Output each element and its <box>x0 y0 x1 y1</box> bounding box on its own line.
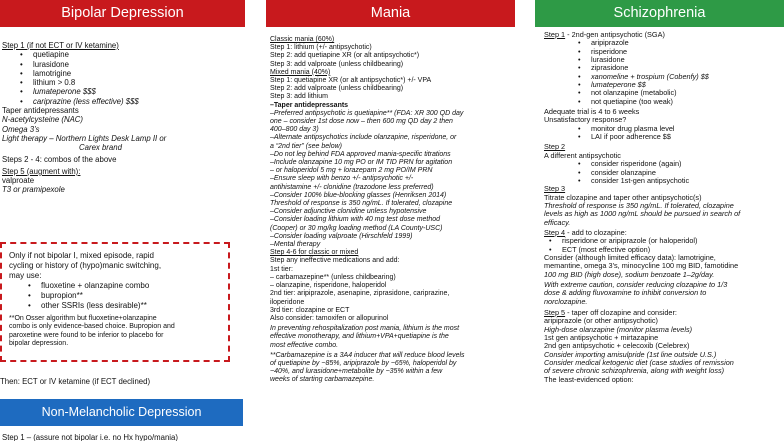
classic-mania-title: Classic mania (60%) <box>270 36 335 43</box>
step3-line: Threshold of response is 350 ng/mL. If tolerated, clozapine <box>544 200 734 210</box>
nac-line: N-acetylcysteine (NAC) <box>2 115 84 125</box>
consider-line: Consider (although limited efficacy data): lamotrigine, <box>544 252 716 262</box>
text-line: –Taper antidepressants <box>270 101 349 109</box>
step5-line: aripiprazole (or other antipsychotic) <box>544 316 658 326</box>
steps-4-6-title: Step 4-6 for classic or mixed <box>270 249 359 257</box>
bipolar-depression-column <box>0 0 245 441</box>
box-line-3: may use: <box>9 271 42 280</box>
text-line: ~40%, and lurasidone+metabolite by ~35% within a few <box>270 368 443 376</box>
step1-title: Step 1 <box>544 30 566 39</box>
bipolar-depression-header: Bipolar Depression <box>0 0 245 27</box>
mania-header: Mania <box>266 0 515 27</box>
step5-desc: - taper off clozapine and consider: <box>565 308 677 317</box>
step5-line: Consider medical ketogenic diet (case studies of remission <box>544 358 734 368</box>
step3-line: Titrate clozapine and taper other antipsychotic(s) <box>544 192 702 202</box>
step5-line: Consider importing amisulpride (1st line outside U.S.) <box>544 349 717 359</box>
list-item: • monitor drug plasma level <box>591 125 784 133</box>
sga-list <box>544 39 784 106</box>
mania-column <box>266 0 515 441</box>
text-line: – or haloperidol 5 mg + lorazepam 2 mg PO/IM PRN <box>270 167 433 175</box>
text-line: weeks of starting carbamazepine. <box>270 376 375 384</box>
list-item: • aripiprazole <box>591 39 784 47</box>
step1-title: Step 1 (if not ECT or IV ketamine) <box>2 41 119 50</box>
text-line: Step 2: add quetiapine XR (or alt antipsychotic*) <box>270 52 420 60</box>
text-line: Step 1: quetiapine XR (or alt antipsychotic*) +/- VPA <box>270 77 432 85</box>
caution-line: With extreme caution, consider reducing clozapine to 1/3 <box>544 279 728 289</box>
list-item: • bupropion** <box>41 291 229 301</box>
least-evidenced: The least-evidenced option: <box>544 374 634 384</box>
step1-list <box>2 50 242 106</box>
steps-2-4: Steps 2 - 4: combos of the above <box>2 154 117 164</box>
consider-line: 100 mg BID (high dose), sodium benzoate 1–2g/day. <box>544 269 715 279</box>
box-list <box>9 281 229 311</box>
list-item: • lurasidone <box>33 60 242 69</box>
step5-line: 2nd gen antipsychotic + celecoxib (Celebrex) <box>544 341 690 351</box>
text-line: –Consider loading valproate (Hirschfeld 1999) <box>270 232 413 240</box>
list-item: • other SSRIs (less desirable)** <box>41 301 229 311</box>
omega-line: Omega 3’s <box>2 124 40 134</box>
text-line: most effective combo. <box>270 341 339 349</box>
text-line: –Include olanzapine 10 mg PO or IM TID PRN for agitation <box>270 159 453 167</box>
text-line: of quetiapine by ~85%, aripiprazole by ~65%, haloperidol by <box>270 359 457 367</box>
text-line: Step 3: add valproate (unless childbearing) <box>270 60 404 68</box>
footnote-line: combo is only evidence-based choice. Bupropion and <box>9 323 175 331</box>
bipolar-depression-body <box>2 41 242 195</box>
step5-title: Step 5 <box>544 308 566 317</box>
step2-title: Step 2 <box>544 142 566 152</box>
list-item: • quetiapine <box>33 50 242 59</box>
text-line: –Alternate antipsychotics include olanzapine, risperidone, or <box>270 134 457 142</box>
caution-line: dose & adding fluvoxamine to inhibit conversion to <box>544 288 707 298</box>
text-line: (Cooper) or 30 mg/kg loading method (LA County-USC) <box>270 224 443 232</box>
bipolar-caution-box <box>0 242 230 362</box>
consider-line: memantine, omega 3’s, minocycline 100 mg BID, famotidine <box>544 261 739 271</box>
text-line: –Ensure sleep with benzo +/- antipsychotic +/- <box>270 175 414 183</box>
step5-line: 1st gen antipsychotic + mirtazapine <box>544 333 659 343</box>
step3-line: efficacy. <box>544 217 571 227</box>
step4-list <box>544 237 784 254</box>
list-item: • fluoxetine + olanzapine combo <box>41 281 229 291</box>
text-line: –Do not leg behind FDA approved mania-specific titrations <box>270 150 451 158</box>
step5-line: of severe chronic schizophrenia, along with weight loss) <box>544 366 725 376</box>
footnote-line: **On Osser algorithm but fluoxetine+olanzapine <box>9 315 157 322</box>
schizophrenia-column <box>535 0 784 441</box>
list-item: • risperidone <box>591 48 784 56</box>
text-line: iloperidone <box>270 298 305 306</box>
step3-line: levels as high as 1000 ng/mL should be pursued in search of <box>544 209 741 219</box>
text-line: –Preferred antipsychotic is quetiapine** (FDA: XR 300 QD day <box>270 109 464 117</box>
text-line: –Consider adjunctive clonidine unless hypotensive <box>270 208 427 216</box>
list-item: • lithium > 0.8 <box>33 78 242 87</box>
unsat-list <box>544 125 784 142</box>
light-line: Light therapy – Northern Lights Desk Lamp II or <box>2 133 167 143</box>
text-line: effective monotherapy, and lithium+VPA+quetiapine is the <box>270 333 449 341</box>
mixed-mania-title: Mixed mania (40%) <box>270 68 331 76</box>
schizophrenia-body <box>544 31 784 384</box>
text-line: 2nd tier: aripiprazole, asenapine, ziprasidone, cariprazine, <box>270 290 450 298</box>
then-line: Then: ECT or IV ketamine (if ECT declined) <box>0 377 151 386</box>
text-line: 1st tier: <box>270 265 293 273</box>
text-line: –Consider 100% blue-blocking glasses (Henriksen 2014) <box>270 191 447 199</box>
text-line: – olanzapine, risperidone, haloperidol <box>270 282 387 290</box>
step3-title: Step 3 <box>544 184 566 194</box>
box-line-1: Only if not bipolar I, mixed episode, rapid <box>9 251 154 260</box>
step2-list <box>544 160 784 185</box>
step2-line: A different antipsychotic <box>544 150 621 160</box>
list-item: • cariprazine (less effective) $$$ <box>33 97 242 106</box>
list-item: • ECT (most effective option) <box>562 246 784 254</box>
text-line: –Mental therapy <box>270 241 321 249</box>
text-line: antihistamine +/- clonidine (trazodone less preferred) <box>270 183 434 191</box>
adequate-trial: Adequate trial is 4 to 6 weeks <box>544 107 640 117</box>
step5-line: High-dose olanzapine (monitor plasma levels) <box>544 324 693 334</box>
t3-line: T3 or pramipexole <box>2 185 65 195</box>
footnote-line: bipolar depression. <box>9 340 69 348</box>
text-line: Step 2: add valproate (unless childbearing) <box>270 85 404 93</box>
schizophrenia-header: Schizophrenia <box>535 0 784 27</box>
list-item: • not quetiapine (too weak) <box>591 98 784 106</box>
text-line: Step any ineffective medications and add: <box>270 257 400 265</box>
list-item: • consider 1st-gen antipsychotic <box>591 177 784 185</box>
mania-body <box>270 36 515 385</box>
text-line: a “2nd tier” (see below) <box>270 142 342 150</box>
step1-desc: - 2nd-gen antipsychotic (SGA) <box>565 30 665 39</box>
list-item: • ziprasidone <box>591 64 784 72</box>
footnote-line: paroxetine were found to be inferior to placebo for <box>9 331 164 339</box>
text-line: **Carbamazepine is a 3A4 inducer that will reduce blood levels <box>270 351 465 359</box>
unsatisfactory-response: Unsatisfactory response? <box>544 115 627 125</box>
light-line-2: Carex brand <box>79 143 122 153</box>
list-item: • LAI if poor adherence $$ <box>591 133 784 141</box>
box-line-2: cycling or history of (hypo)manic switching, <box>9 261 162 270</box>
caution-line: norclozapine. <box>544 296 588 306</box>
list-item: • xanomeline + trospium (Cobenfy) $$ <box>591 73 784 81</box>
text-line: In preventing rehospitalization post mania, lithium is the most <box>270 325 460 333</box>
text-line: Also consider: tamoxifen or allopurinol <box>270 314 389 322</box>
text-line: –Consider loading lithium with 40 mg test dose method <box>270 216 441 224</box>
text-line: Step 1: lithium (+/- antipsychotic) <box>270 44 372 52</box>
step4-title: Step 4 <box>544 227 566 237</box>
text-line: 3rd tier: clozapine or ECT <box>270 306 350 314</box>
list-item: • lurasidone <box>591 56 784 64</box>
list-item: • not olanzapine (metabolic) <box>591 89 784 97</box>
step4-desc: - add to clozapine: <box>565 227 627 237</box>
text-line: 400–800 day 3) <box>270 126 319 134</box>
list-item: • lumateperone $$$ <box>33 87 242 96</box>
list-item: • lumateperone $$ <box>591 81 784 89</box>
text-line: Threshold of response is 350 ng/mL. If tolerated, clozapine <box>270 200 453 208</box>
valproate-line: valproate <box>2 176 35 186</box>
list-item: • lamotrigine <box>33 69 242 78</box>
box-footnote <box>9 315 229 349</box>
text-line: one – consider 1st dose now – then 600 mg QD day 2 then <box>270 118 453 126</box>
list-item: • consider risperidone (again) <box>591 160 784 168</box>
text-line: Step 3: add lithium <box>270 93 328 101</box>
step5-title: Step 5 (augment with): <box>2 166 81 176</box>
list-item: • risperidone or aripiprazole (or haloperidol) <box>562 237 784 245</box>
non-melancholic-step1: Step 1 – (assure not bipolar i.e. no Hx hypo/mania) <box>2 433 178 441</box>
non-melancholic-header: Non-Melancholic Depression <box>0 399 243 426</box>
text-line: – carbamazepine** (unless childbearing) <box>270 273 396 281</box>
list-item: • consider olanzapine <box>591 169 784 177</box>
taper-line: Taper antidepressants <box>2 106 79 116</box>
